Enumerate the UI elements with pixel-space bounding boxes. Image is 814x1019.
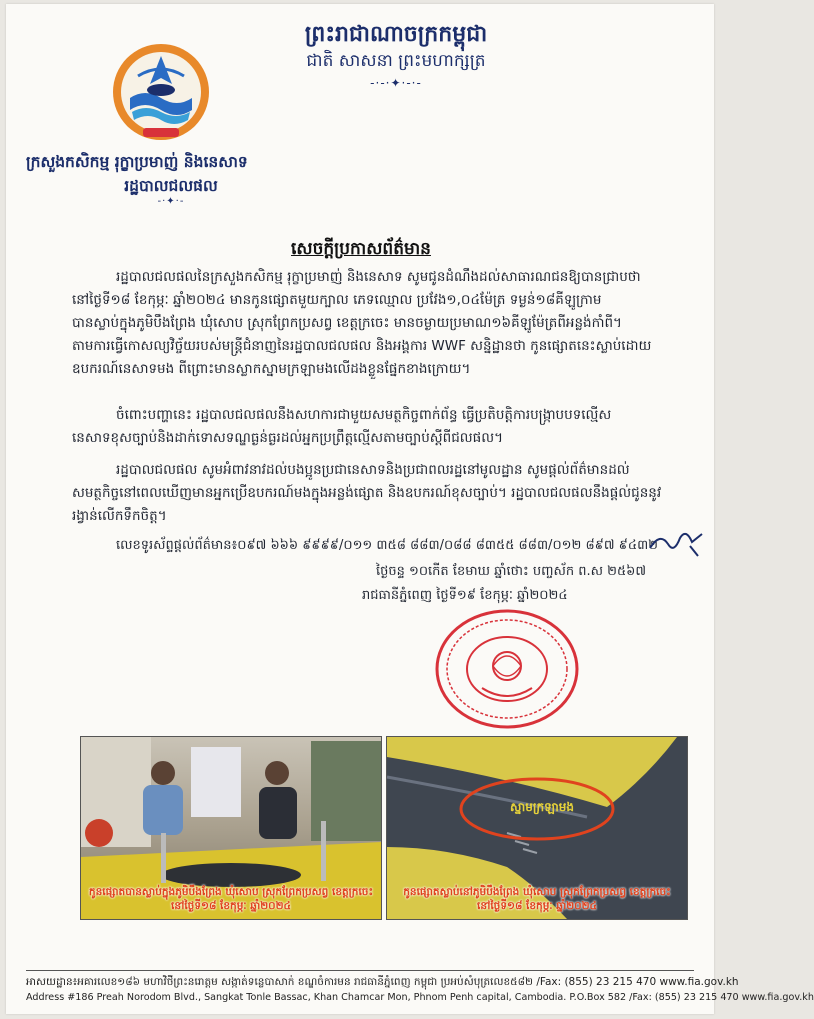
footer-english-address: Address #186 Preah Norodom Blvd., Sangkat Tonle Bassac, Khan Chamcar Mon, Phnom Penh capital, Cambodia. P.O.Box 582 /Fax: (855) 23 215 470 www.fia.gov.kh: [26, 992, 814, 1003]
right-caption-line-1: កូនផ្សោតស្លាប់នៅភូមិបឹងព្រែង ឃុំសោប ស្រុកព្រែកប្រសព្វ ខេត្តក្រចេះ: [403, 886, 671, 898]
left-photo-caption: [81, 885, 381, 913]
paragraph-3: [72, 459, 692, 528]
department-name: រដ្ឋបាលជលផល: [124, 177, 218, 195]
footer-divider: [26, 970, 694, 971]
document-page: [6, 4, 814, 1014]
paragraph-3-line-3: រង្វាន់លើកទឹកចិត្ត។: [72, 508, 167, 524]
paragraph-3-line-2: សមត្ថកិច្ចនៅពេលឃើញមានអ្នកប្រើឧបករណ៍មងក្នុងអន្លង់ផ្សោត និងឧបករណ៍ខុសច្បាប់។ រដ្ឋបាលជលផលនឹងផ្តល់ជូននូវ: [72, 485, 662, 501]
right-photo-caption: [387, 885, 687, 913]
footer-khmer-address: [26, 976, 739, 991]
paragraph-1: [72, 266, 692, 381]
paragraph-2-line-2: នេសាទខុសច្បាប់និងដាក់ទោសទណ្ឌធ្ងន់ធ្ងរដល់អ្នកប្រព្រឹត្តល្មើសតាមច្បាប់ស្តីពីជលផល។: [72, 430, 503, 446]
paragraph-3-line-1: រដ្ឋបាលជលផល សូមអំពាវនាវដល់បងប្អូនប្រជានេសាទនិងប្រជាពលរដ្ឋនៅមូលដ្ឋាន សូមផ្តល់ព័ត៌មានដល់: [116, 462, 630, 478]
place-date: រាជធានីភ្នំពេញ ថ្ងៃទី១៩ ខែកុម្ភៈ ឆ្នាំ២០២៤: [362, 588, 568, 603]
lunar-date: ថ្ងៃចន្ទ ១០កើត ខែមាឃ ឆ្នាំថោះ បញ្ចស័ក ព.ស ២៥៦៧: [376, 564, 647, 579]
department-ornament: -·✦·-: [157, 196, 185, 207]
photo-rangers-measuring-dolphin: [80, 736, 382, 920]
paragraph-2: [72, 404, 692, 450]
phone-line: លេខទូរស័ព្ទផ្តល់ព័ត៌មាន៖០៩៧ ៦៦៦ ៩៩៩៩/០១១ ៣៥៨ ៨៨៣/០៨៨ ៨៣៥៥ ៨៨៣/០១២ ៨៩៧ ៩៤៣២: [116, 538, 659, 553]
fisheries-logo: [110, 40, 212, 146]
paragraph-2-line-1: ចំពោះបញ្ហានេះ រដ្ឋបាលជលផលនឹងសហការជាមួយសមត្ថកិច្ចពាក់ព័ន្ធ ធ្វើប្រតិបត្តិការបង្រ្កាបបទល្មើស: [116, 407, 612, 423]
paragraph-1-line-5: ឧបករណ៍នេសាទមង ពីព្រោះមានស្លាកស្នាមក្រឡាមងលើដងខ្លួនផ្នែកខាងក្រោយ។: [72, 361, 471, 377]
header-ornament: -·-·✦·-·-: [370, 76, 422, 90]
footer-khmer-address-text: អាសយដ្ឋាន៖អគារលេខ១៨៦ មហាវិថីព្រះនរោត្តម សង្កាត់ទន្លេបាសាក់ ខណ្ឌចំការមន រាជធានីភ្នំពេញ កម្ពុជា ប្រអប់សំបុត្រលេខ៥៨២: [26, 976, 533, 988]
signature: [646, 526, 706, 560]
paragraph-1-line-1: រដ្ឋបាលជលផលនៃក្រសួងកសិកម្ម រុក្ខាប្រមាញ់ និងនេសាទ សូមជូនដំណឹងដល់សាធារណជនឱ្យបានជ្រាបថា: [116, 269, 641, 285]
paragraph-1-line-3: បានស្លាប់ក្នុងភូមិបឹងព្រែង ឃុំសោប ស្រុកព្រែកប្រសព្វ ខេត្តក្រចេះ មានចម្ងាយប្រមាណ១៦គីឡូម៉ែត្រពីអន្លង់កាំពី។: [72, 315, 622, 331]
net-marks-label: ស្នាមក្រឡាមង: [510, 800, 574, 814]
left-caption-line-1: កូនផ្សោតបានស្លាប់ក្នុងភូមិបឹងព្រែង ឃុំសោប ស្រុកព្រែកប្រសព្វ ខេត្តក្រចេះ: [88, 886, 374, 898]
photo-dolphin-net-marks: [386, 736, 688, 920]
document-title: សេចក្តីប្រកាសព័ត៌មាន: [291, 239, 431, 259]
paragraph-1-line-4: តាមការធ្វើកោសល្យវិច្ច័យរបស់មន្រ្តីជំនាញនៃរដ្ឋបាលជលផល និងអង្គការ WWF សន្និដ្ឋានថា កូនផ្សោតនេះស្លាប់ដោយ: [72, 338, 652, 354]
ministry-name: ក្រសួងកសិកម្ម រុក្ខាប្រមាញ់ និងនេសាទ: [26, 153, 248, 171]
nation-motto: ជាតិ សាសនា ព្រះមហាក្សត្រ: [306, 51, 486, 71]
footer-contact-text: /Fax: (855) 23 215 470 www.fia.gov.kh: [536, 976, 739, 988]
paragraph-1-line-2: នៅថ្ងៃទី១៨ ខែកុម្ភៈ ឆ្នាំ២០២៤ មានកូនផ្សោតមួយក្បាល ភេទឈ្មោល ប្រវែង១,០៤ម៉ែត្រ ទម្ងន់១៨គីឡូក្រាម: [72, 292, 602, 308]
right-caption-line-2: នៅថ្ងៃទី១៨ ខែកុម្ភៈ ឆ្នាំ២០២៤: [477, 900, 597, 912]
kingdom-title: ព្រះរាជាណាចក្រកម្ពុជា: [304, 22, 488, 47]
left-caption-line-2: នៅថ្ងៃទី១៨ ខែកុម្ភៈ ឆ្នាំ២០២៤: [171, 900, 291, 912]
official-stamp: [432, 608, 582, 730]
